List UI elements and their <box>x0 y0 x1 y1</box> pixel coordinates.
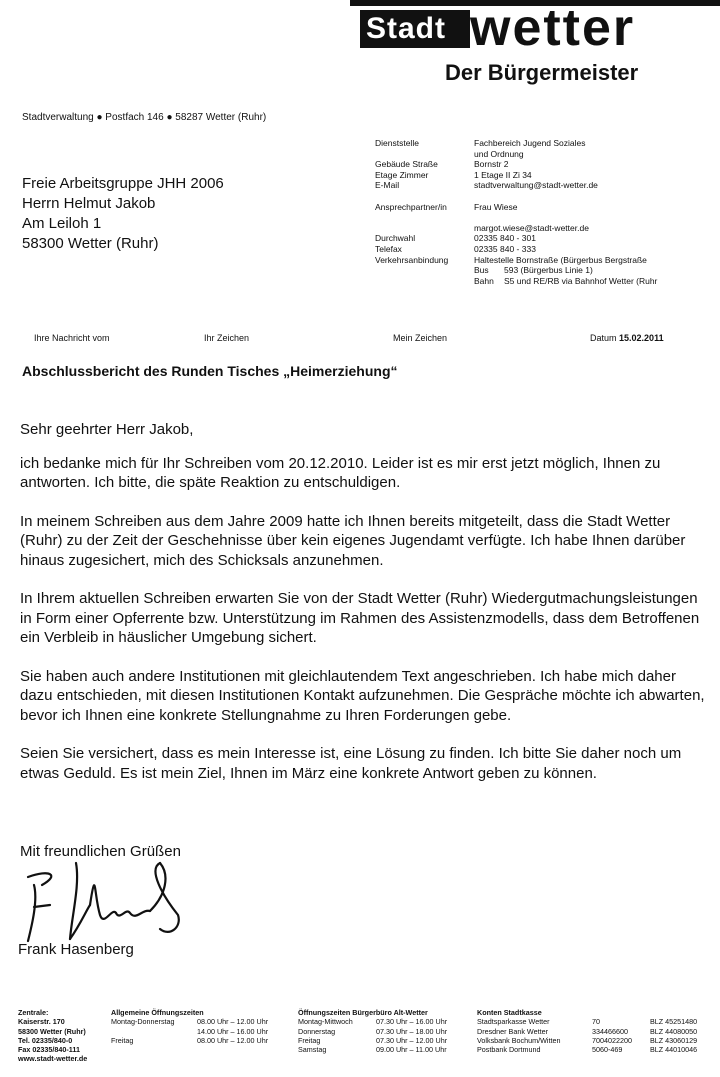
logo-wetter: wetter <box>470 0 636 57</box>
bank-code: BLZ 44010046 <box>650 1045 698 1055</box>
office-day: Samstag <box>298 1045 327 1055</box>
info-value <box>474 191 476 202</box>
hours-row <box>111 1017 268 1026</box>
transit-mode: Bahn <box>474 275 494 286</box>
info-value: 02335 840 - 301 <box>474 233 536 244</box>
info-row <box>375 223 657 234</box>
ref-your-message: Ihre Nachricht vom <box>34 333 110 343</box>
info-label <box>375 212 474 223</box>
office-time: 09.00 Uhr – 11.00 Uhr <box>376 1045 447 1055</box>
info-row <box>375 159 657 170</box>
email-link[interactable]: stadtverwaltung@stadt-wetter.de <box>474 180 598 191</box>
body-paragraph: Seien Sie versichert, dass es mein Interesse ist, eine Lösung zu finden. Ich bitte Sie daher noch um etwas Geduld. Es ist mein Ziel, Ihnen im März eine konkrete Antwort geben zu können. <box>20 745 682 782</box>
bank-account: 70 <box>592 1017 600 1027</box>
info-label <box>375 223 474 234</box>
bank-code: BLZ 45251480 <box>650 1017 698 1027</box>
contact-info-block <box>375 138 657 286</box>
info-label <box>375 149 474 160</box>
recipient-line: 58300 Wetter (Ruhr) <box>22 235 159 252</box>
office-time: 07.30 Uhr – 16.00 Uhr <box>376 1017 448 1027</box>
letter-subject: Abschlussbericht des Runden Tisches „Heimerziehung“ <box>22 363 398 379</box>
office-time: 07.30 Uhr – 12.00 Uhr <box>376 1035 448 1045</box>
info-row <box>375 233 657 244</box>
info-row <box>375 149 657 160</box>
logo-stadt: Stadt <box>360 10 470 48</box>
info-label: Etage Zimmer <box>375 169 429 180</box>
bank-account: 7004022200 <box>592 1035 632 1045</box>
footer-website-link[interactable]: www.stadt-wetter.de <box>18 1054 88 1064</box>
footer-heading: Allgemeine Öffnungszeiten <box>111 1008 204 1017</box>
return-address: Stadtverwaltung ● Postfach 146 ● 58287 Wetter (Ruhr) <box>22 112 267 123</box>
info-value: 02335 840 - 333 <box>474 243 536 254</box>
transit-row <box>375 276 657 287</box>
body-paragraph: Sie haben auch andere Institutionen mit gleichlautendem Text angeschrieben. Ich habe mich daher dazu entschieden, mit diesen Institutionen Kontakt aufzunehmen. Die Gespräche möchte ich abwarten, bevor ich Ihnen eine konkrete Stellungnahme zu Ihren Forderungen gebe. <box>20 667 705 724</box>
info-row <box>375 191 657 202</box>
bank-row <box>477 1045 697 1054</box>
footer-line: Tel. 02335/840-0 <box>18 1035 73 1045</box>
bank-account: 5060-469 <box>592 1045 623 1055</box>
hours-time: 14.00 Uhr – 16.00 Uhr <box>197 1026 269 1036</box>
ref-my-ref: Mein Zeichen <box>393 333 448 343</box>
info-label: E-Mail <box>375 180 400 191</box>
footer-line: Fax 02335/840-111 <box>18 1045 80 1055</box>
info-label: Verkehrsanbindung <box>375 254 449 265</box>
office-hours-row <box>298 1036 447 1045</box>
info-value: Bornstr 2 <box>474 159 509 170</box>
bank-account: 334466600 <box>592 1026 628 1036</box>
salutation: Sehr geehrter Herr Jakob, <box>20 421 194 438</box>
footer-central <box>18 1008 87 1064</box>
footer-bank-accounts <box>477 1008 697 1054</box>
transit-value: S5 und RE/RB via Bahnhof Wetter (Ruhr <box>504 275 658 286</box>
ref-your-ref: Ihr Zeichen <box>204 333 250 343</box>
info-row <box>375 255 657 266</box>
info-row <box>375 202 657 213</box>
info-row <box>375 212 657 223</box>
hours-time: 08.00 Uhr – 12.00 Uhr <box>197 1017 269 1027</box>
footer-heading: Zentrale: <box>18 1008 49 1017</box>
hours-day <box>111 1027 197 1036</box>
info-row <box>375 170 657 181</box>
info-label: Durchwahl <box>375 233 416 244</box>
bank-row <box>477 1017 697 1026</box>
transit-row <box>375 265 657 276</box>
office-day: Montag-Mittwoch <box>298 1017 353 1027</box>
bank-row <box>477 1036 697 1045</box>
body-paragraph: ich bedanke mich für Ihr Schreiben vom 20.12.2010. Leider ist es mir erst jetzt möglich, Ihnen zu antworten. Ich bitte, die späte Reaktion zu entschuldigen. <box>20 454 661 491</box>
footer-line: Kaiserstr. 170 <box>18 1017 65 1027</box>
handwritten-signature <box>20 855 190 947</box>
footer-hours <box>111 1008 268 1045</box>
info-value: Haltestelle Bornstraße (Bürgerbus Bergstraße <box>474 254 647 265</box>
info-value: und Ordnung <box>474 148 524 159</box>
footer-line: 58300 Wetter (Ruhr) <box>18 1026 86 1036</box>
hours-row <box>111 1036 268 1045</box>
recipient-line: Am Leiloh 1 <box>22 215 102 232</box>
recipient-line: Freie Arbeitsgruppe JHH 2006 <box>22 175 224 192</box>
info-value <box>474 212 476 223</box>
recipient-line: Herrn Helmut Jakob <box>22 195 156 212</box>
date-value: 15.02.2011 <box>619 333 664 343</box>
letter-body <box>20 420 710 802</box>
office-day: Donnerstag <box>298 1026 336 1036</box>
signer-name: Frank Hasenberg <box>18 941 134 958</box>
office-day: Freitag <box>298 1035 321 1045</box>
office-hours-row <box>298 1045 447 1054</box>
info-row <box>375 138 657 149</box>
office-hours-row <box>298 1027 447 1036</box>
footer-citizen-office <box>298 1008 447 1054</box>
hours-time: 08.00 Uhr – 12.00 Uhr <box>197 1035 269 1045</box>
info-label <box>375 191 474 202</box>
ref-date <box>590 333 664 343</box>
bank-name: Postbank Dortmund <box>477 1045 541 1055</box>
recipient-address <box>22 174 224 254</box>
transit-mode: Bus <box>474 265 489 276</box>
info-label: Gebäude Straße <box>375 159 438 170</box>
hours-day: Freitag <box>111 1035 134 1045</box>
bank-name: Stadtsparkasse Wetter <box>477 1017 550 1027</box>
bank-row <box>477 1027 697 1036</box>
footer-heading: Öffnungszeiten Bürgerbüro Alt-Wetter <box>298 1008 428 1017</box>
date-label: Datum <box>590 333 617 343</box>
closing-phrase: Mit freundlichen Grüßen <box>20 843 181 860</box>
office-hours-row <box>298 1017 447 1026</box>
bank-name: Volksbank Bochum/Witten <box>477 1035 561 1045</box>
info-label: Telefax <box>375 243 402 254</box>
info-label: Ansprechpartner/in <box>375 201 447 212</box>
bank-code: BLZ 43060129 <box>650 1035 698 1045</box>
body-paragraph: In Ihrem aktuellen Schreiben erwarten Sie von der Stadt Wetter (Ruhr) Wiedergutmachungsleistungen in Form einer Opferrente bzw. Unterstützung im Rahmen des Assistenzmodells, dass dem Betroffenen ein Verbleib in häuslicher Umgebung sichert. <box>20 590 700 646</box>
hours-row <box>111 1027 268 1036</box>
sender-title: Der Bürgermeister <box>445 60 639 85</box>
footer-heading: Konten Stadtkasse <box>477 1008 542 1017</box>
info-row <box>375 244 657 255</box>
hours-day: Montag-Donnerstag <box>111 1017 175 1027</box>
transit-value: 593 (Bürgerbus Linie 1) <box>504 265 593 276</box>
office-time: 07.30 Uhr – 18.00 Uhr <box>376 1026 448 1036</box>
info-value: 1 Etage II Zi 34 <box>474 169 532 180</box>
bank-code: BLZ 44080050 <box>650 1026 698 1036</box>
info-row <box>375 180 657 191</box>
contact-email-link[interactable]: margot.wiese@stadt-wetter.de <box>474 222 589 233</box>
info-value: Frau Wiese <box>474 201 518 212</box>
bank-name: Dresdner Bank Wetter <box>477 1026 548 1036</box>
body-paragraph: In meinem Schreiben aus dem Jahre 2009 hatte ich Ihnen bereits mitgeteilt, dass die Stadt Wetter (Ruhr) zu der Zeit der Geschehnisse über kein eigenes Jugendamt verfügte. Ich habe Ihnen darüber hinaus zugesichert, mich des Schicksals anzunehmen. <box>20 512 686 569</box>
info-label: Dienststelle <box>375 138 419 148</box>
info-value: Fachbereich Jugend Soziales <box>474 138 586 148</box>
